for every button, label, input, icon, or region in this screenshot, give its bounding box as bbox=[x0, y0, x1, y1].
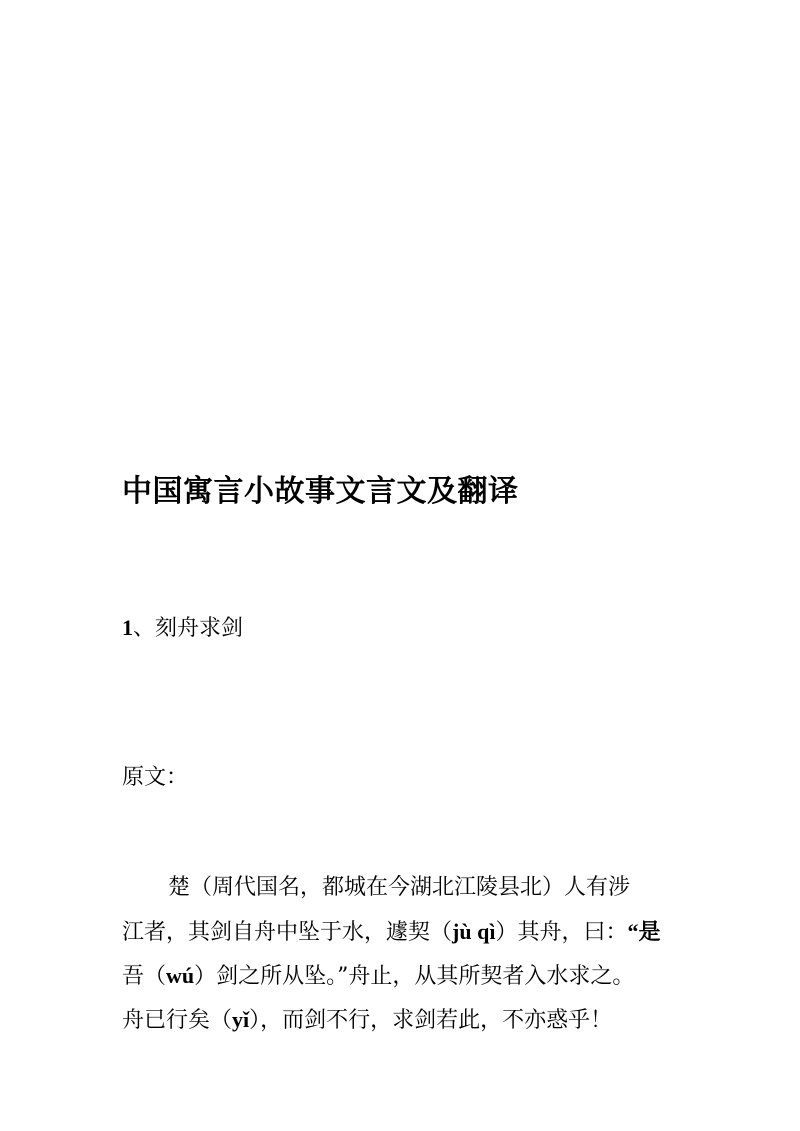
body-line bbox=[122, 998, 660, 1042]
body-line-3-part-a: 吾（ bbox=[122, 964, 167, 989]
document-title: 中国寓言小故事文言文及翻译 bbox=[122, 474, 519, 509]
section-heading bbox=[122, 610, 243, 647]
body-line-3-part-b: ）剑之所从坠。 bbox=[194, 964, 338, 989]
section-number: 1 bbox=[122, 615, 133, 640]
body-line-3-part-c: ”舟止，从其所契者入水求之。 bbox=[337, 964, 635, 989]
section-separator: 、 bbox=[133, 616, 156, 641]
body-line-1: 楚（周代国名，都城在今湖北江陵县北）人有涉 bbox=[168, 875, 631, 900]
body-line-2-part-b: ）其舟，曰： bbox=[495, 920, 628, 945]
pinyin-annotation: wú bbox=[166, 963, 195, 988]
body-line bbox=[122, 866, 660, 910]
body-line-4-part-a: 舟已行矣（ bbox=[122, 1008, 233, 1033]
body-line bbox=[122, 954, 660, 998]
body-line-2-quote: “是 bbox=[627, 919, 661, 944]
section-name: 刻舟求剑 bbox=[155, 616, 244, 641]
body-line-2-part-a: 江者，其剑自舟中坠于水，遽契（ bbox=[122, 920, 453, 945]
pinyin-annotation: yǐ bbox=[232, 1007, 250, 1032]
pinyin-annotation: jù qì bbox=[452, 919, 496, 944]
body-line bbox=[122, 910, 660, 954]
original-text-body bbox=[122, 866, 660, 1042]
body-line-4-part-b: ），而剑不行，求剑若此，不亦惑乎！ bbox=[249, 1008, 613, 1033]
original-text-label: 原文： bbox=[122, 765, 189, 790]
